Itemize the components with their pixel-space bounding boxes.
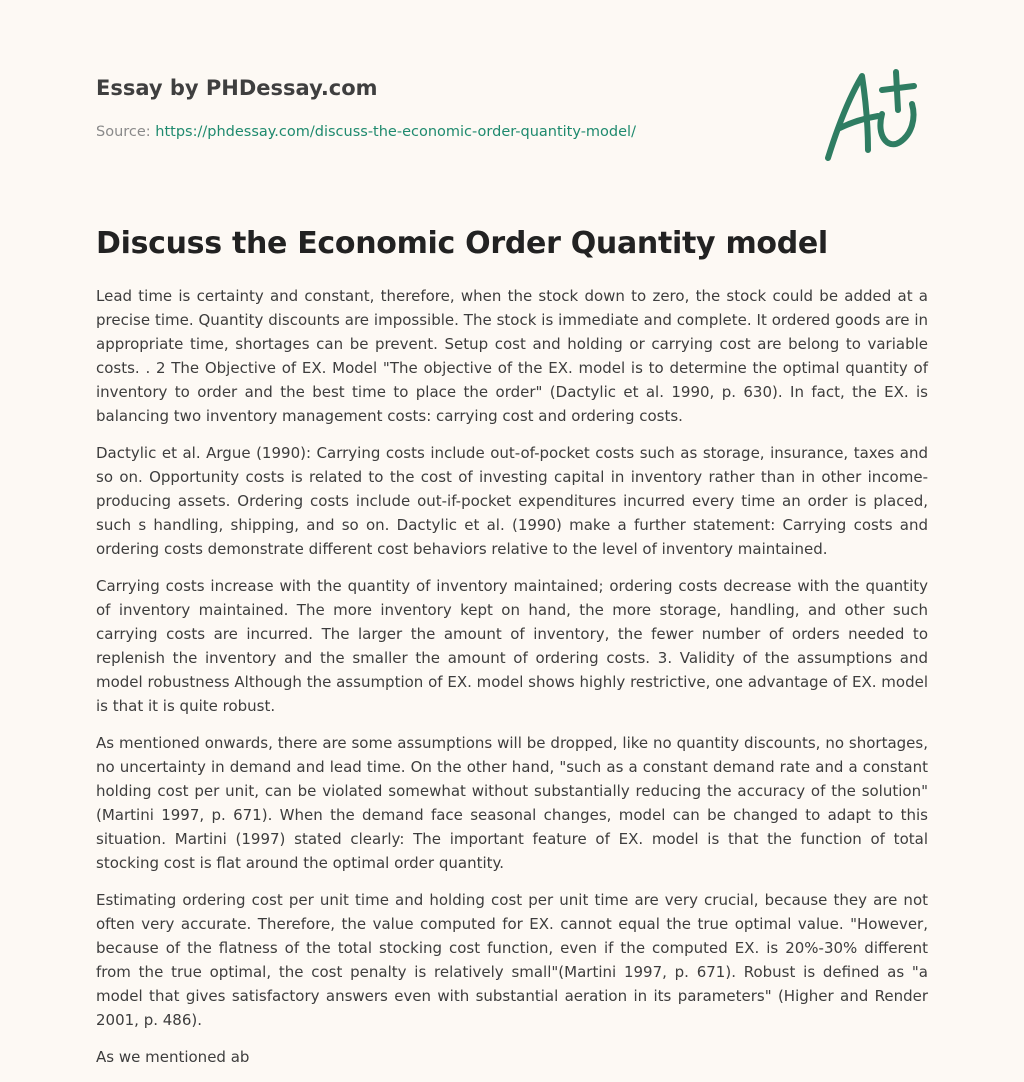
essay-paragraph-truncated: As we mentioned ab bbox=[96, 1048, 250, 1066]
source-line bbox=[96, 124, 636, 140]
a-plus-grade-icon bbox=[816, 66, 926, 166]
essay-body bbox=[96, 284, 928, 1082]
source-label: Source: bbox=[96, 124, 156, 140]
essay-title: Discuss the Economic Order Quantity model bbox=[96, 226, 828, 261]
essay-paragraph: Carrying costs increase with the quantity of inventory maintained; ordering costs decrease with the quantity of inventory maintained. The more inventory kept on hand, the more storage, handling, and other such carrying costs are incurred. The larger the amount of inventory, the fewer number of orders needed to replenish the inventory and the smaller the amount of ordering costs. 3. Validity of the assumptions and model robustness Although the assumption of EX. model shows highly restrictive, one advantage of EX. model is that it is quite robust. bbox=[96, 577, 928, 715]
essay-paragraph: Lead time is certainty and constant, therefore, when the stock down to zero, the stock could be added at a precise time. Quantity discounts are impossible. The stock is immediate and complete. It ordered goods are in appropriate time, shortages can be prevent. Setup cost and holding or carrying cost are belong to variable costs. . 2 The Objective of EX. Model "The objective of the EX. model is to determine the optimal quantity of inventory to order and the best time to place the order" (Dactylic et al. 1990, p. 630). In fact, the EX. is balancing two inventory management costs: carrying cost and ordering costs. bbox=[96, 287, 928, 425]
essay-paragraph: Dactylic et al. Argue (1990): Carrying costs include out-of-pocket costs such as storage, insurance, taxes and so on. Opportunity costs is related to the cost of investing capital in inventory rather than in other income-producing assets. Ordering costs include out-if-pocket expenditures incurred every time an order is placed, such s handling, shipping, and so on. Dactylic et al. (1990) make a further statement: Carrying costs and ordering costs demonstrate different cost behaviors relative to the level of inventory maintained. bbox=[96, 444, 928, 558]
site-brand: Essay by PHDessay.com bbox=[96, 76, 378, 100]
essay-paragraph: Estimating ordering cost per unit time and holding cost per unit time are very crucial, because they are not often very accurate. Therefore, the value computed for EX. cannot equal the true optimal value. "However, because of the flatness of the total stocking cost function, even if the computed EX. is 20%-30% different from the true optimal, the cost penalty is relatively small"(Martini 1997, p. 671). Robust is defined as "a model that gives satisfactory answers even with substantial aeration in its parameters" (Higher and Render 2001, p. 486). bbox=[96, 891, 928, 1029]
essay-paragraph: As mentioned onwards, there are some assumptions will be dropped, like no quantity discounts, no shortages, no uncertainty in demand and lead time. On the other hand, "such as a constant demand rate and a constant holding cost per unit, can be violated somewhat without substantially reducing the accuracy of the solution" (Martini 1997, p. 671). When the demand face seasonal changes, model can be changed to adapt to this situation. Martini (1997) stated clearly: The important feature of EX. model is that the function of total stocking cost is flat around the optimal order quantity. bbox=[96, 734, 928, 872]
source-link[interactable]: https://phdessay.com/discuss-the-economic-order-quantity-model/ bbox=[155, 124, 636, 140]
